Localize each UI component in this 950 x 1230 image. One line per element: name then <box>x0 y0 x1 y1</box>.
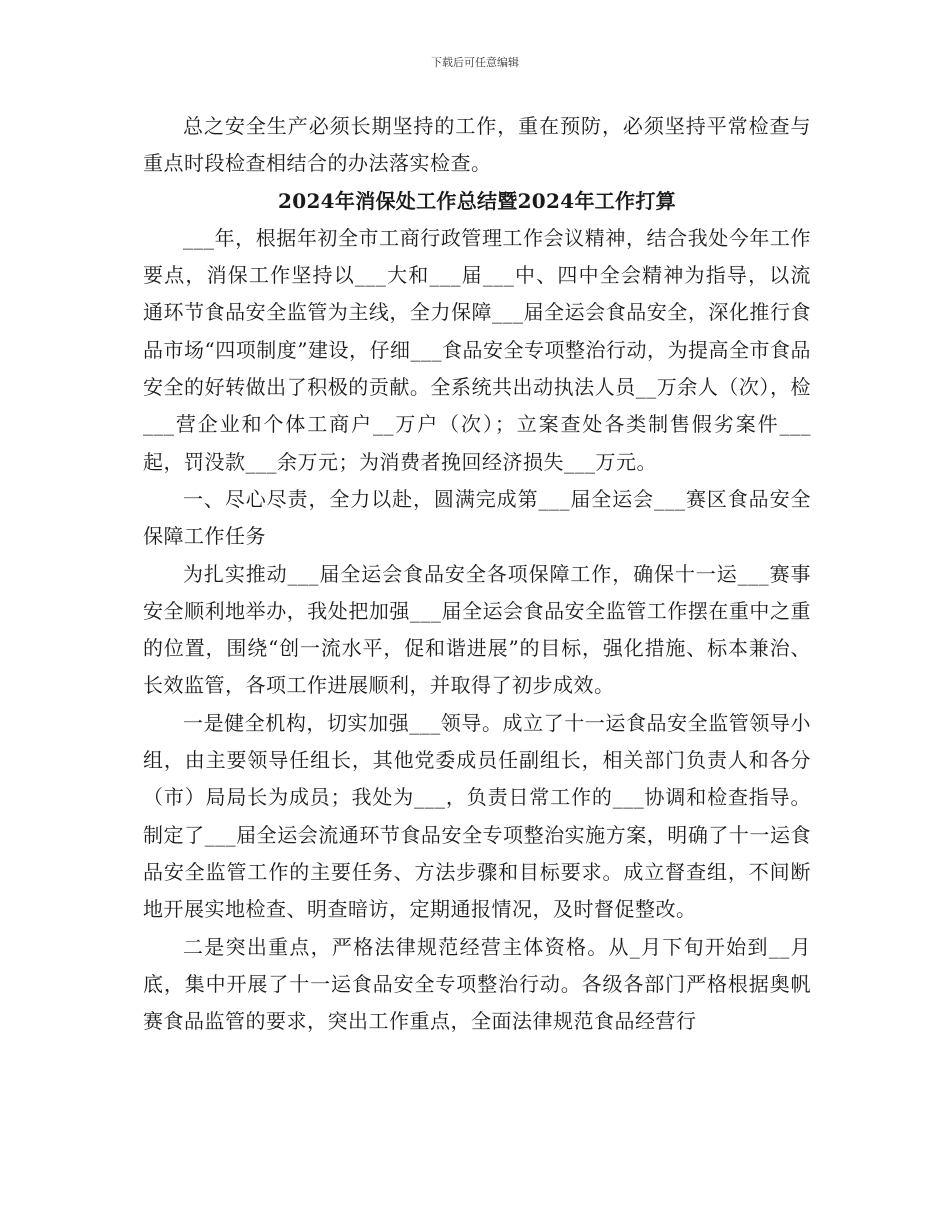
document-body <box>143 108 811 1040</box>
paragraph-point-1: 一是健全机构，切实加强___领导。成立了十一运食品安全监管领导小组，由主要领导任组长，其他党委成员任副组长，相关部门负责人和各分（市）局局长为成员；我处为___，负责日常工作的___协调和检查指导。制定了___届全运会流通环节食品安全专项整治实施方案，明确了十一运食品安全监管工作的主要任务、方法步骤和目标要求。成立督查组，不间断地开展实地检查、明查暗访，定期通报情况，及时督促整改。 <box>143 710 811 922</box>
paragraph-summary: ___年，根据年初全市工商行政管理工作会议精神，结合我处今年工作要点，消保工作坚持以___大和___届___中、四中全会精神为指导，以流通环节食品安全监管为主线，全力保障___届全运会食品安全，深化推行食品市场“四项制度”建设，仔细___食品安全专项整治行动，为提高全市食品安全的好转做出了积极的贡献。全系统共出动执法人员__万余人（次），检___营企业和个体工商户__万户（次）；立案查处各类制售假劣案件___起，罚没款___余万元；为消费者挽回经济损失___万元。 <box>143 225 811 474</box>
page-header: 下载后可任意编辑 <box>431 56 519 69</box>
intro-paragraph: 总之安全生产必须长期坚持的工作，重在预防，必须坚持平常检查与重点时段检查相结合的办法落实检查。 <box>143 114 811 176</box>
document-title: 2024年消保处工作总结暨2024年工作打算 <box>278 188 676 213</box>
section-heading-1: 一、尽心尽责，全力以赴，圆满完成第___届全运会___赛区食品安全保障工作任务 <box>143 486 811 549</box>
paragraph-point-2: 二是突出重点，严格法律规范经营主体资格。从_月下旬开始到__月底，集中开展了十一运食品安全专项整治行动。各级各部门严格根据奥帆赛食品监管的要求，突出工作重点，全面法律规范食品经营行 <box>143 934 811 1034</box>
paragraph-section-1: 为扎实推动___届全运会食品安全各项保障工作，确保十一运___赛事安全顺利地举办，我处把加强___届全运会食品安全监管工作摆在重中之重的位置，围绕“创一流水平，促和谐进展”的目标，强化措施、标本兼治、长效监管，各项工作进展顺利，并取得了初步成效。 <box>143 561 811 698</box>
